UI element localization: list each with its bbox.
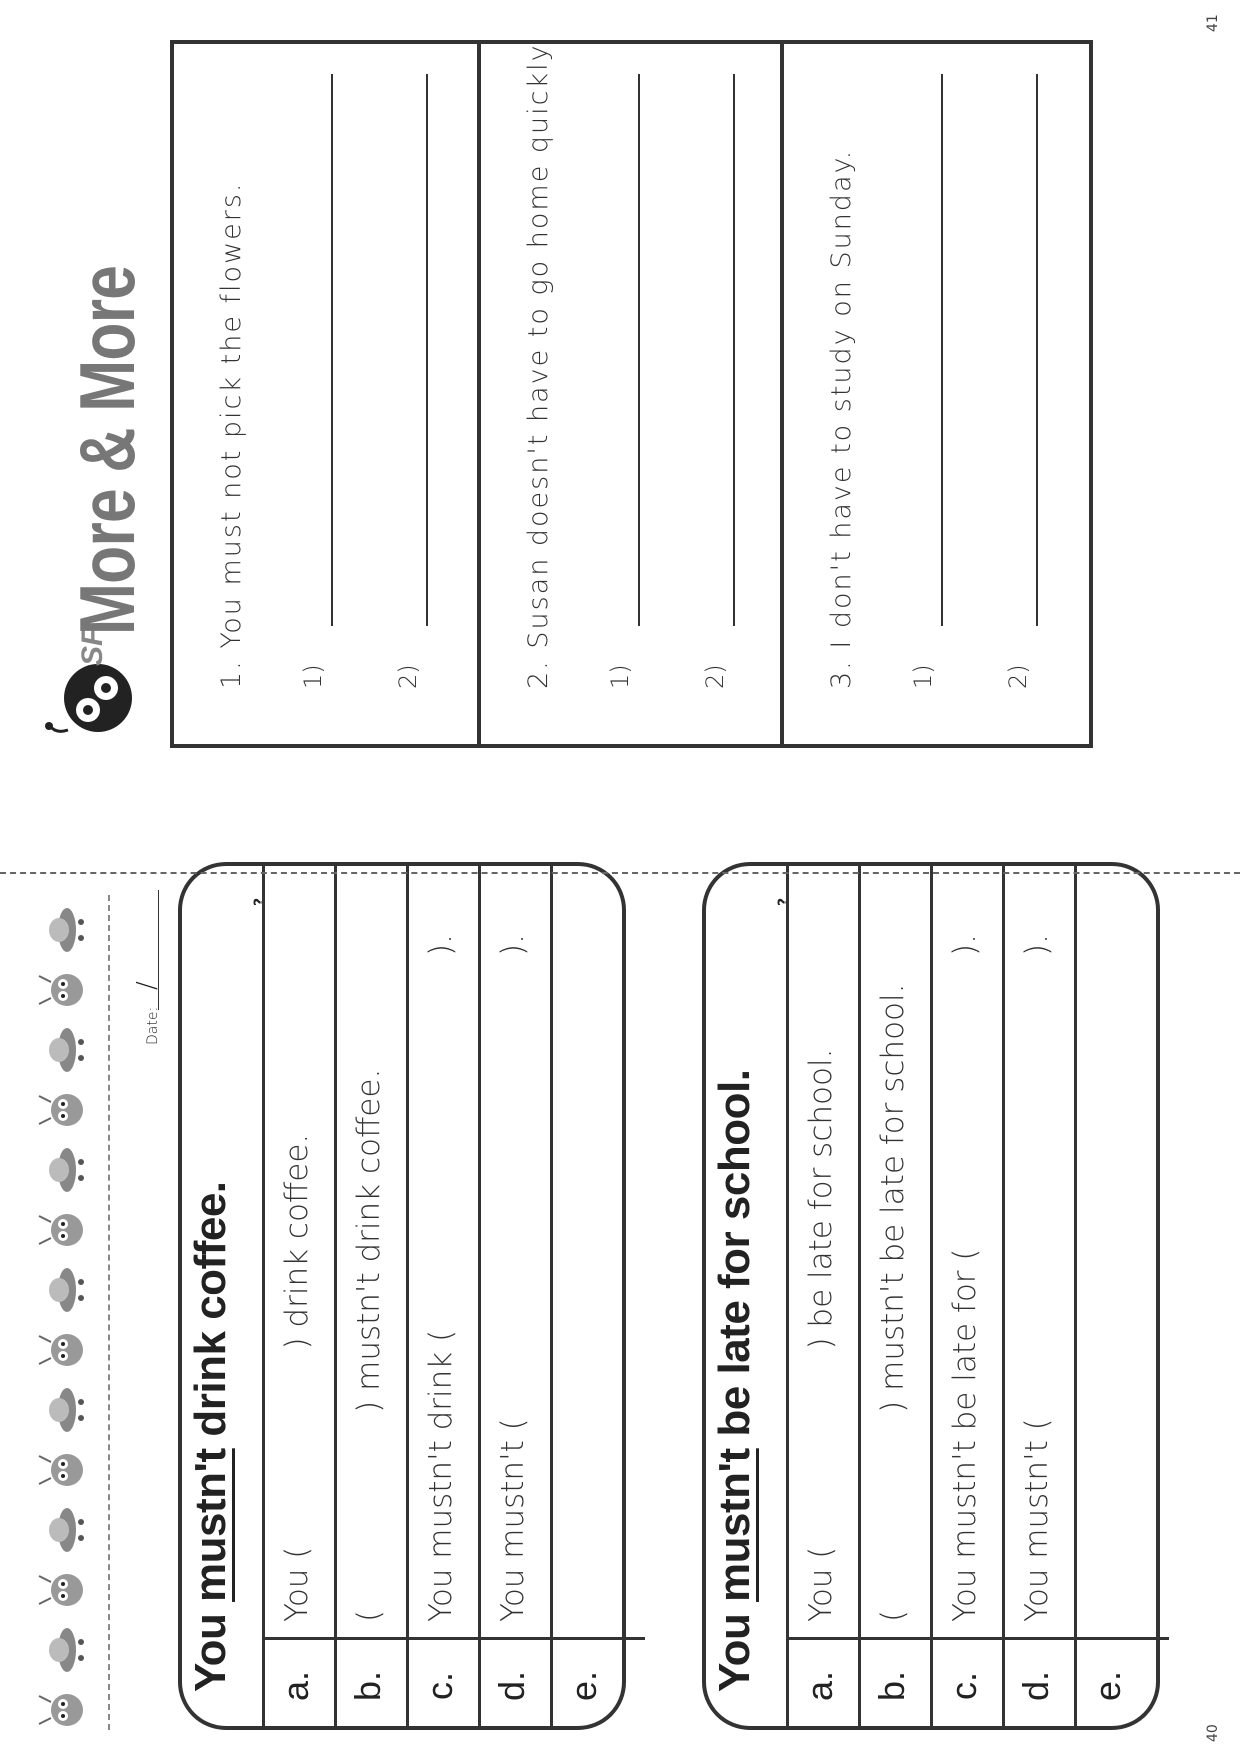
sf-logo-icon bbox=[40, 628, 140, 738]
answer-label: 2) bbox=[1004, 664, 1032, 689]
answer-line[interactable] bbox=[331, 74, 333, 626]
alien-icon bbox=[39, 1574, 83, 1606]
exercise-card-2 bbox=[702, 862, 1160, 1730]
svg-text:SF: SF bbox=[76, 628, 109, 666]
alien-icon bbox=[39, 1334, 83, 1366]
answer-label: 1) bbox=[299, 664, 327, 689]
alien-icon bbox=[39, 1454, 83, 1486]
date-separator: / bbox=[132, 981, 162, 990]
ufo-icon bbox=[49, 1268, 84, 1312]
row-letter: e. bbox=[1087, 1670, 1128, 1702]
row-text: You ( ) be late for school. bbox=[803, 1048, 839, 1622]
row-letter: a. bbox=[275, 1670, 316, 1702]
answer-label: 1) bbox=[606, 664, 634, 689]
row-divider bbox=[334, 1637, 409, 1640]
row-tail: ). bbox=[423, 934, 459, 956]
answer-line[interactable] bbox=[638, 74, 640, 626]
row-divider bbox=[858, 1637, 933, 1640]
row-tail: ). bbox=[495, 934, 531, 956]
answer-line[interactable] bbox=[941, 74, 943, 626]
row-text: ( ) mustn't drink coffee. bbox=[351, 1068, 387, 1622]
row-divider bbox=[406, 1637, 481, 1640]
exercise-row bbox=[550, 866, 645, 1726]
ufo-icon bbox=[49, 1628, 84, 1672]
exercise-row bbox=[406, 866, 481, 1726]
row-text: You mustn't ( bbox=[495, 1418, 531, 1622]
more-more-title: More & More bbox=[63, 265, 151, 635]
page-number-left: 40 bbox=[1205, 1724, 1221, 1742]
exercise-row bbox=[1002, 866, 1077, 1726]
row-divider bbox=[478, 1637, 553, 1640]
row-letter: b. bbox=[347, 1670, 388, 1702]
decor-dashed-line bbox=[108, 895, 110, 1730]
sentence: 1. You must not pick the flowers. bbox=[216, 181, 247, 689]
exercise-card-1 bbox=[178, 862, 626, 1730]
alien-icon bbox=[39, 974, 83, 1006]
ufo-icon bbox=[49, 908, 84, 952]
row-divider bbox=[550, 1637, 645, 1640]
row-letter: c. bbox=[419, 1672, 460, 1701]
exercise-row bbox=[334, 866, 409, 1726]
exercise-row bbox=[478, 866, 553, 1726]
more-section-2 bbox=[477, 36, 784, 744]
card-title: You mustn't drink coffee. bbox=[186, 1181, 235, 1692]
more-section-3 bbox=[780, 44, 1087, 744]
more-exercise-box bbox=[170, 36, 1093, 748]
row-divider bbox=[1074, 1637, 1169, 1640]
row-divider bbox=[930, 1637, 1005, 1640]
row-text: You mustn't drink ( bbox=[423, 1329, 459, 1622]
row-letter: e. bbox=[563, 1670, 604, 1702]
answer-label: 1) bbox=[909, 664, 937, 689]
row-letter: a. bbox=[799, 1670, 840, 1702]
exercise-row bbox=[786, 866, 861, 1726]
ufo-icon bbox=[49, 1508, 84, 1552]
sentence: 2. Susan doesn't have to go home quickly. bbox=[523, 36, 554, 689]
row-text: You ( ) drink coffee. bbox=[279, 1133, 315, 1622]
answer-label: 2) bbox=[701, 664, 729, 689]
left-page bbox=[0, 875, 1240, 1750]
question-mark: ? bbox=[252, 897, 268, 906]
answer-line[interactable] bbox=[426, 74, 428, 626]
ufo-icon bbox=[49, 1028, 84, 1072]
row-letter: d. bbox=[491, 1670, 532, 1702]
ufo-icon bbox=[49, 1148, 84, 1192]
row-text: ( ) mustn't be late for school. bbox=[875, 983, 911, 1622]
sentence: 3. I don't have to study on Sunday. bbox=[826, 148, 857, 689]
row-text: You mustn't be late for ( bbox=[947, 1248, 983, 1622]
fold-divider bbox=[0, 872, 1240, 874]
alien-icon bbox=[39, 1214, 83, 1246]
exercise-row bbox=[858, 866, 933, 1726]
alien-icon bbox=[39, 1094, 83, 1126]
more-section-1 bbox=[174, 44, 477, 744]
exercise-row bbox=[1074, 866, 1169, 1726]
card-title: You mustn't be late for school. bbox=[710, 1069, 759, 1692]
exercise-row bbox=[262, 866, 337, 1726]
page-number-right: 41 bbox=[1205, 14, 1221, 32]
row-tail: ). bbox=[947, 934, 983, 956]
row-divider bbox=[262, 1637, 337, 1640]
question-mark: ? bbox=[776, 897, 792, 906]
date-field[interactable] bbox=[158, 890, 159, 1010]
exercise-row bbox=[930, 866, 1005, 1726]
row-tail: ). bbox=[1019, 934, 1055, 956]
ufo-icon bbox=[49, 1388, 84, 1432]
row-divider bbox=[786, 1637, 861, 1640]
row-letter: c. bbox=[943, 1672, 984, 1701]
decor-strip bbox=[25, 880, 105, 1740]
row-letter: d. bbox=[1015, 1670, 1056, 1702]
date-label: Date: bbox=[145, 1006, 161, 1045]
row-divider bbox=[1002, 1637, 1077, 1640]
answer-label: 2) bbox=[394, 664, 422, 689]
decor-strip-svg bbox=[25, 880, 105, 1740]
answer-line[interactable] bbox=[733, 74, 735, 626]
alien-icon bbox=[39, 1694, 83, 1726]
row-text: You mustn't ( bbox=[1019, 1418, 1055, 1622]
answer-line[interactable] bbox=[1036, 74, 1038, 626]
row-letter: b. bbox=[871, 1670, 912, 1702]
